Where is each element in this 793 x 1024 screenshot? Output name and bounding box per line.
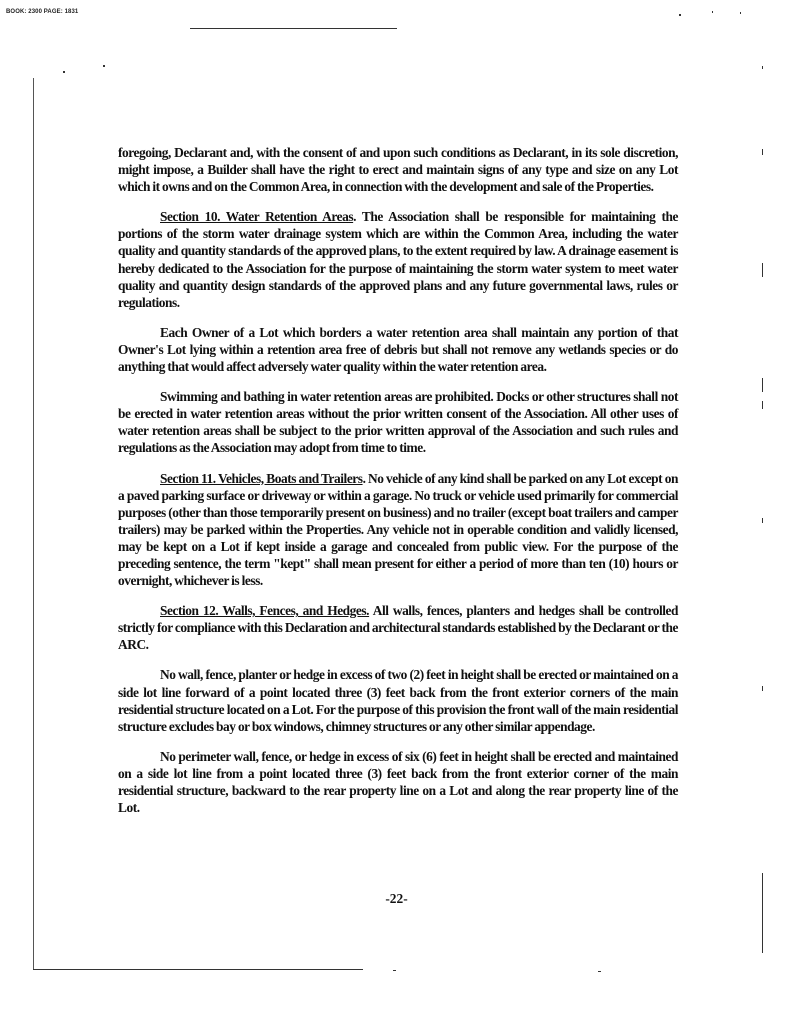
scan-speck	[598, 971, 601, 972]
paragraph-side-lot-forward: No wall, fence, planter or hedge in excess of two (2) feet in height shall be erected or maintained on a side lot line forward of a point located three (3) feet back from the front exterior corners of the main residential structure located on a Lot. For the purpose of this provision the front wall of the main residential structure excludes bay or box windows, chimney structures or any other similar appendage.	[118, 667, 678, 734]
scan-speck	[712, 11, 713, 13]
scan-speck	[762, 149, 763, 155]
scan-speck	[740, 12, 741, 14]
scan-speck	[679, 14, 681, 16]
scan-speck	[762, 263, 763, 277]
paragraph-section-11: Section 11. Vehicles, Boats and Trailers. No vehicle of any kind shall be parked on any Lot except on a paved parking surface or driveway or within a garage. No truck or vehicle used primarily for commercial purposes (other than those temporarily present on business) and no trailer (except boat trailers and camper trailers) may be parked within the Properties. Any vehicle not in operable condition and validly licensed, may be kept on a Lot if kept inside a garage and concealed from public view. For the purpose of the preceding sentence, the term "kept" shall mean present for either a period of more than ten (10) hours or overnight, whichever is less.	[118, 470, 678, 589]
page-number: -22-	[385, 891, 408, 906]
paragraph-section-10: Section 10. Water Retention Areas. The Association shall be responsible for maintaining the portions of the storm water drainage system which are within the Common Area, including the water quality and quantity standards of the approved plans, to the extent required by law. A drainage easement is hereby dedicated to the Association for the purpose of maintaining the storm water system to meet water quality and quantity design standards of the approved plans and any future governmental laws, rules or regulations.	[118, 209, 678, 310]
section-10-heading: Section 10. Water Retention Areas	[160, 209, 354, 225]
scan-speck	[762, 518, 763, 523]
paragraph-section-12: Section 12. Walls, Fences, and Hedges. All walls, fences, planters and hedges shall be controlled strictly for compliance with this Declaration and architectural standards established by the Declarant or the ARC.	[118, 603, 679, 653]
left-scan-border	[33, 78, 34, 970]
top-rule	[190, 28, 397, 29]
scan-speck	[762, 686, 763, 691]
section-11-heading: Section 11. Vehicles, Boats and Trailers	[160, 470, 363, 486]
scan-speck	[762, 401, 763, 409]
declaration-body	[118, 144, 678, 829]
scan-speck	[63, 71, 65, 73]
scan-speck	[762, 378, 763, 392]
paragraph-signs-continued: foregoing, Declarant and, with the consent of and upon such conditions as Declarant, in its sole discretion, might impose, a Builder shall have the right to erect and maintain signs of any type and size on any Lot which it owns and on the Common Area, in connection with the development and sale of the Properties.	[118, 145, 678, 195]
paragraph-perimeter-wall: No perimeter wall, fence, or hedge in excess of six (6) feet in height shall be erected and maintained on a side lot line from a point located three (3) feet back from the front exterior corner of the main residential structure, backward to the rear property line on a Lot and along the rear property line of the Lot.	[118, 748, 678, 816]
paragraph-retention-owner: Each Owner of a Lot which borders a water retention area shall maintain any portion of that Owner's Lot lying within a retention area free of debris but shall not remove any wetlands species or do anything that would affect adversely water quality within the water retention area.	[118, 324, 678, 375]
bottom-rule	[33, 969, 363, 970]
section-12-heading: Section 12. Walls, Fences, and Hedges.	[160, 603, 370, 619]
paragraph-swimming: Swimming and bathing in water retention areas are prohibited. Docks or other structures shall not be erected in water retention areas without the prior written consent of the Association. All other uses of water retention areas shall be subject to the prior written approval of the Association and such rules and regulations as the Association may adopt from time to time.	[118, 389, 678, 456]
scan-speck	[103, 65, 105, 67]
scan-speck	[762, 873, 763, 953]
scan-speck	[393, 970, 396, 971]
book-page-stamp: BOOK: 2300 PAGE: 1831	[6, 9, 79, 15]
scan-speck	[762, 66, 763, 69]
